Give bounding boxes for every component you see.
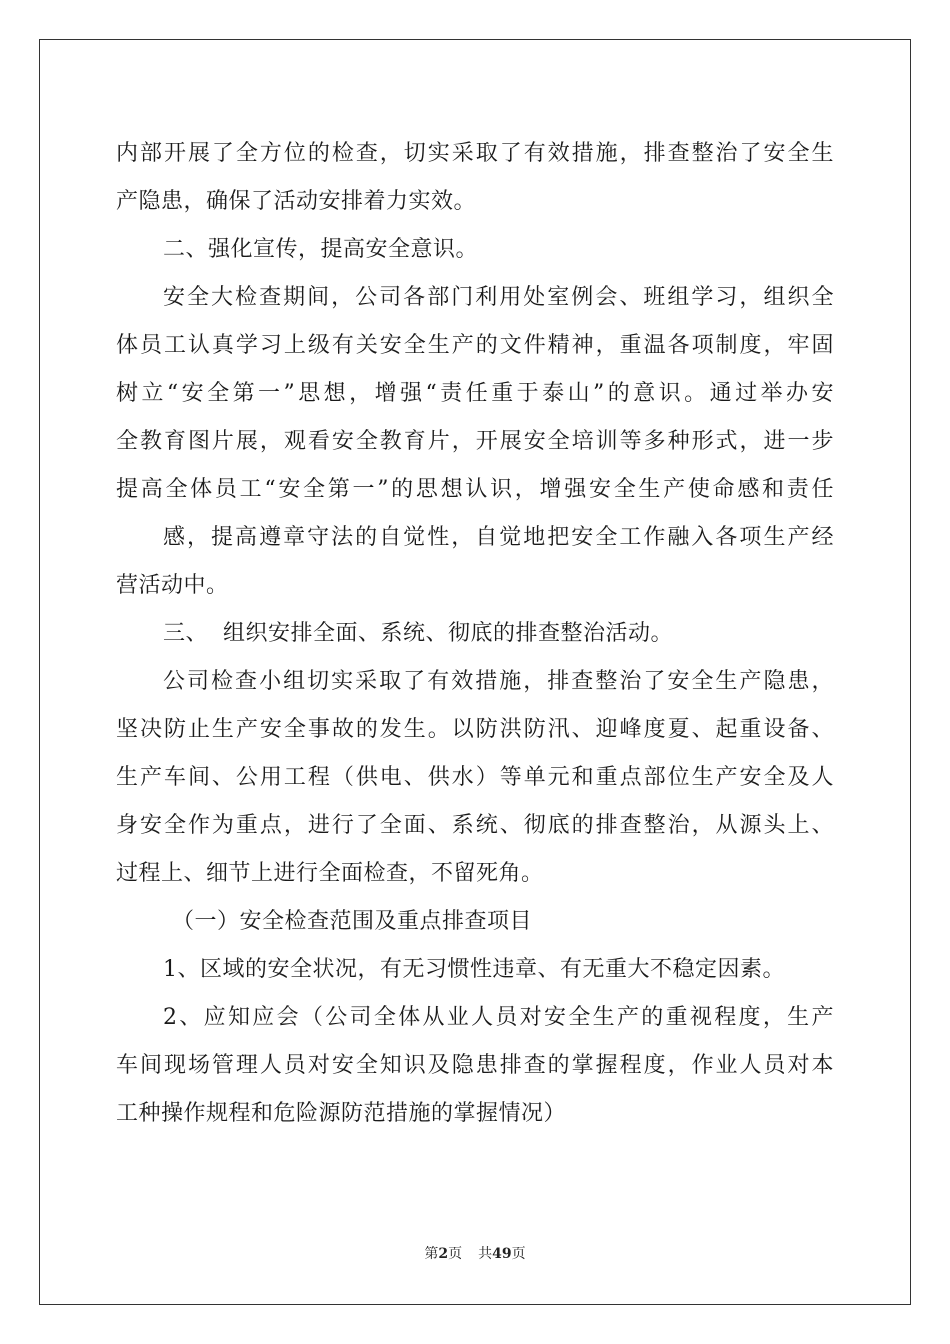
list-item: 1、区域的安全状况，有无习惯性违章、有无重大不稳定因素。 bbox=[163, 957, 785, 982]
page-footer bbox=[0, 1244, 950, 1264]
text-line: 车间现场管理人员对安全知识及隐患排查的掌握程度，作业人员对本 bbox=[116, 1053, 834, 1078]
text-line: 内部开展了全方位的检查，切实采取了有效措施，排查整治了安全生 bbox=[116, 141, 834, 166]
page-suffix: 页 bbox=[448, 1246, 463, 1262]
total-prefix: 共 bbox=[478, 1246, 493, 1262]
section-heading: 二、强化宣传，提高安全意识。 bbox=[163, 237, 479, 262]
text-line: 营活动中。 bbox=[116, 573, 229, 598]
total-suffix: 页 bbox=[511, 1246, 526, 1262]
text-line: 公司检查小组切实采取了有效措施，排查整治了安全生产隐患， bbox=[163, 669, 834, 694]
page-prefix: 第 bbox=[424, 1246, 439, 1262]
text-line: 过程上、细节上进行全面检查，不留死角。 bbox=[116, 861, 544, 886]
text-line: 树立“安全第一”思想，增强“责任重于泰山”的意识。通过举办安 bbox=[116, 381, 834, 406]
text-line: 坚决防止生产安全事故的发生。以防洪防汛、迎峰度夏、起重设备、 bbox=[116, 717, 834, 742]
text-line: 感，提高遵章守法的自觉性，自觉地把安全工作融入各项生产经 bbox=[163, 525, 834, 550]
total-pages: 49 bbox=[492, 1246, 512, 1262]
text-line: 身安全作为重点，进行了全面、系统、彻底的排查整治，从源头上、 bbox=[116, 813, 834, 838]
list-item: 2、应知应会（公司全体从业人员对安全生产的重视程度，生产 bbox=[163, 1005, 834, 1030]
text-line: 生产车间、公用工程（供电、供水）等单元和重点部位生产安全及人 bbox=[116, 765, 834, 790]
page-number: 2 bbox=[438, 1246, 449, 1262]
text-line: 提高全体员工“安全第一”的思想认识，增强安全生产使命感和责任 bbox=[116, 477, 834, 502]
text-line: 安全大检查期间，公司各部门利用处室例会、班组学习，组织全 bbox=[163, 285, 834, 310]
text-line: 体员工认真学习上级有关安全生产的文件精神，重温各项制度，牢固 bbox=[116, 333, 834, 358]
section-heading: 三、 组织安排全面、系统、彻底的排查整治活动。 bbox=[163, 621, 673, 646]
text-line: 产隐患，确保了活动安排着力实效。 bbox=[116, 189, 477, 214]
subsection-heading: （一）安全检查范围及重点排查项目 bbox=[172, 909, 533, 934]
text-line: 工种操作规程和危险源防范措施的掌握情况） bbox=[116, 1101, 567, 1126]
document-body bbox=[116, 130, 834, 1138]
text-line: 全教育图片展，观看安全教育片，开展安全培训等多种形式，进一步 bbox=[116, 429, 834, 454]
